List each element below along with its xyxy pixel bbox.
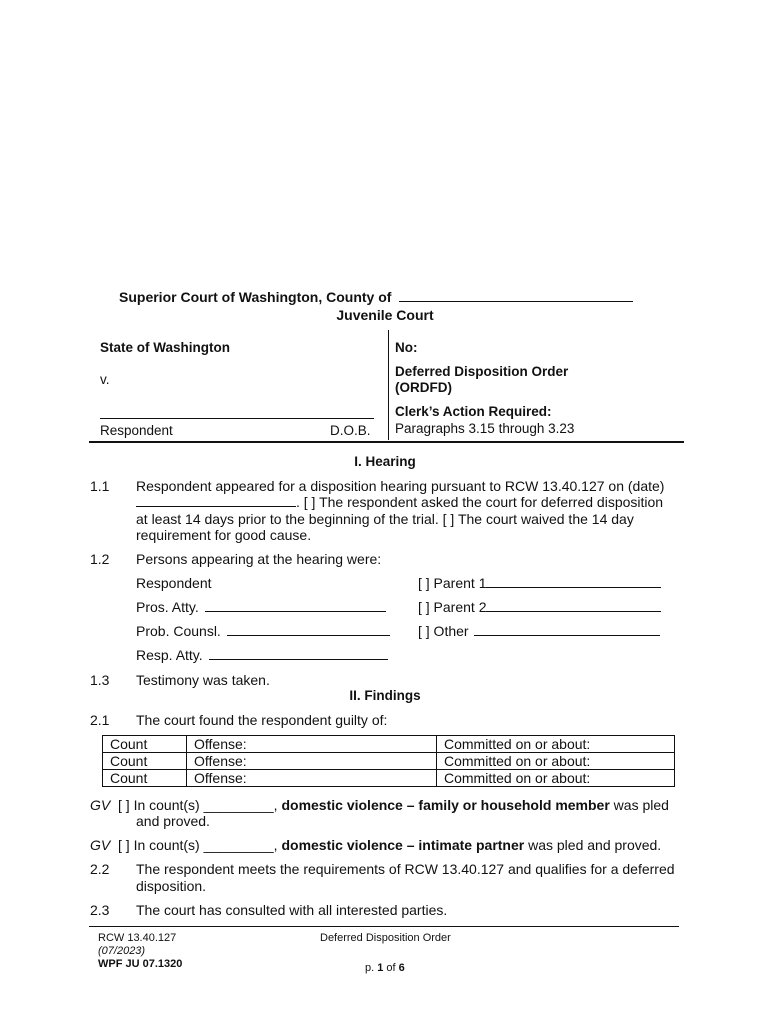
caption-divider [388, 330, 389, 440]
parent2-blank[interactable] [486, 599, 661, 612]
county-blank[interactable] [399, 289, 633, 302]
parent1-label: [ ] Parent 1 [418, 575, 487, 591]
caption-respondent: Respondent [100, 423, 173, 438]
attendee-parent2[interactable] [418, 599, 661, 615]
para-2-1-number: 2.1 [90, 712, 110, 728]
footer-rule [89, 926, 679, 927]
attendee-resp-atty [136, 647, 388, 664]
attendee-respondent: Respondent [136, 575, 212, 591]
doc-title-line1: Deferred Disposition Order [395, 364, 569, 379]
court-line-text: Superior Court of Washington, County of [119, 289, 392, 305]
parent1-blank[interactable] [486, 575, 661, 588]
court-title [119, 289, 633, 305]
count-cell[interactable]: Count [103, 736, 187, 753]
gv2-dv-type: domestic violence – intimate partner [281, 837, 525, 853]
clerk-action-value: Paragraphs 3.15 through 3.23 [395, 421, 575, 436]
attendee-other[interactable] [418, 623, 660, 639]
gv1-count-text: [ ] In count(s) _________, [118, 797, 282, 813]
hearing-date-blank[interactable] [136, 494, 296, 507]
para-1-1-line1: Respondent appeared for a disposition hearing pursuant to RCW 13.40.127 on (date) [136, 478, 665, 494]
offense-cell[interactable]: Offense: [187, 736, 437, 753]
para-1-1-line4: requirement for good cause. [136, 527, 312, 543]
gv-prefix: GV [90, 797, 111, 813]
table-row [103, 753, 675, 770]
para-2-2-number: 2.2 [90, 861, 110, 877]
footer-date: (07/2023) [98, 945, 146, 957]
table-row [103, 770, 675, 787]
gv2-suffix: was pled and proved. [524, 837, 662, 853]
section-hearing-heading: I. Hearing [354, 454, 416, 469]
prob-counsl-blank[interactable] [227, 623, 390, 636]
offense-table [102, 735, 675, 787]
court-subtitle: Juvenile Court [336, 307, 434, 323]
footer-rcw: RCW 13.40.127 [98, 932, 177, 944]
pros-atty-blank[interactable] [205, 599, 386, 612]
committed-cell[interactable]: Committed on or about: [437, 770, 675, 787]
footer-page-number [365, 962, 405, 975]
committed-cell[interactable]: Committed on or about: [437, 736, 675, 753]
caption-state: State of Washington [100, 340, 230, 355]
count-cell[interactable]: Count [103, 770, 187, 787]
page-current: 1 [377, 962, 384, 974]
parent2-label: [ ] Parent 2 [418, 599, 487, 615]
pros-atty-label: Pros. Atty. [136, 599, 199, 615]
offense-cell[interactable]: Offense: [187, 753, 437, 770]
gv-intimate-finding[interactable] [90, 837, 680, 853]
para-1-1-line2-text: . [ ] The respondent asked the court for deferred disposition [296, 494, 664, 510]
para-1-3-text: Testimony was taken. [136, 672, 270, 688]
page-prefix: p. [365, 962, 378, 974]
gv1-dv-type: domestic violence – family or household member [281, 797, 610, 813]
caption-bottom-rule [89, 441, 684, 443]
resp-atty-label: Resp. Atty. [136, 647, 203, 663]
attendee-pros-atty [136, 599, 386, 616]
table-row [103, 736, 675, 753]
page-of: of [383, 962, 399, 974]
gv-family-finding[interactable] [90, 797, 680, 814]
gv1-suffix: was pled [609, 797, 669, 813]
gv2-count-text: [ ] In count(s) _________, [118, 837, 282, 853]
footer-form-number: WPF JU 07.1320 [98, 958, 183, 970]
para-1-3-number: 1.3 [90, 672, 110, 688]
prob-counsl-label: Prob. Counsl. [136, 623, 221, 639]
count-cell[interactable]: Count [103, 753, 187, 770]
section-findings-heading: II. Findings [349, 688, 421, 703]
respondent-name-blank[interactable] [100, 418, 374, 419]
gv-family-finding-cont: and proved. [136, 813, 210, 829]
para-2-3-text: The court has consulted with all interested parties. [136, 902, 448, 918]
para-1-1-line2 [136, 494, 663, 511]
doc-title-line2: (ORDFD) [395, 380, 452, 395]
para-2-1-text: The court found the respondent guilty of: [136, 712, 388, 728]
page-total: 6 [398, 962, 405, 974]
case-number-label: No: [395, 340, 418, 355]
para-2-2-line2: disposition. [136, 878, 207, 894]
para-1-2-text: Persons appearing at the hearing were: [136, 551, 382, 567]
attendee-parent1[interactable] [418, 575, 661, 591]
para-1-1-number: 1.1 [90, 478, 110, 494]
para-1-1-line3: at least 14 days prior to the beginning of the trial. [ ] The court waived the 14 day [136, 511, 634, 527]
caption-versus: v. [100, 372, 110, 387]
footer-title: Deferred Disposition Order [320, 932, 451, 944]
offense-cell[interactable]: Offense: [187, 770, 437, 787]
resp-atty-blank[interactable] [209, 647, 388, 660]
caption-dob: D.O.B. [330, 423, 371, 438]
gv-prefix: GV [90, 837, 111, 853]
para-1-2-number: 1.2 [90, 551, 110, 567]
attendee-prob-counsl [136, 623, 390, 640]
other-blank[interactable] [474, 623, 660, 636]
clerk-action-label: Clerk’s Action Required: [395, 404, 552, 419]
para-2-2-line1: The respondent meets the requirements of RCW 13.40.127 and qualifies for a deferred [136, 861, 675, 877]
committed-cell[interactable]: Committed on or about: [437, 753, 675, 770]
para-2-3-number: 2.3 [90, 902, 110, 918]
other-label: [ ] Other [418, 623, 469, 639]
